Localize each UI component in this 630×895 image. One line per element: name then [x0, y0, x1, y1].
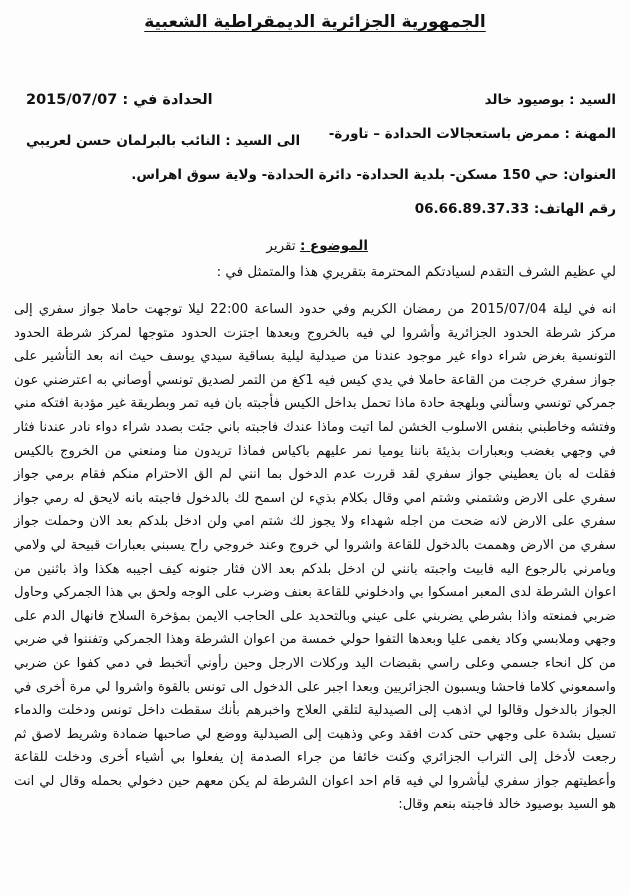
- sender-name: السيد : بوصيود خالد: [484, 92, 616, 108]
- sender-address: العنوان: حي 150 مسكن- بلدية الحدادة- دائرة الحدادة- ولاية سوق اهراس.: [131, 167, 616, 183]
- place-date: الحدادة في : 2015/07/07: [26, 92, 213, 108]
- sender-phone: رقم الهاتف: 06.66.89.37.33: [414, 201, 616, 217]
- subject-line: [266, 238, 368, 254]
- sender-profession: المهنة : ممرض باستعجالات الحدادة – تاورة-: [328, 126, 616, 142]
- subject-label: الموضوع :: [299, 238, 368, 254]
- subject-value: تقرير: [266, 238, 296, 254]
- recipient: الى السيد : النائب بالبرلمان حسن لعريبي: [26, 133, 301, 149]
- intro-paragraph: لي عظيم الشرف التقدم لسيادتكم المحترمة بتقريري هذا والمتمثل في :: [216, 264, 616, 280]
- document-title: الجمهورية الجزائرية الديمقراطية الشعبية: [144, 12, 486, 32]
- report-body: انه في ليلة 2015/07/04 من رمضان الكريم وفي حدود الساعة 22:00 ليلا توجهت حاملا جواز سفري إلى مركز شرطة الحدود الجزائرية وأشروا لي فيه بالخروج وبعدها اجتزت الحدود متوجها لمركز شرطة الحدود التونسية بغرض شراء دواء غير موجود عندنا من صيدلية ليلية بساقية سيدي يوسف حيث انه بعد التأشير على جواز سفري خرجت من القاعة حاملا في يدي كيس فيه 1كغ من التمر لصديق تونسي أوصاني به اعترضني عون جمركي تونسي وسألني وبلهجة حادة ماذا تحمل بداخل الكيس فأجبته بان فيه تمر وبطريقة غير مؤدبة افتكه مني وفتشه وخاطبني بنفس الاسلوب الخشن لما اتيت وماذا عندك فاجبته باني جئت بصدد شراء دواء نادر عندنا فثار في وجهي بغضب وبعبارات بذيئة باننا يوميا نمر عليهم باكياس فماذا تريدون منا ومنعني من الخروج بالكيس فقلت له بان يعطيني جواز سفري لقد قررت عدم الدخول بما انني لم الق الاحترام منكم فقام برمي جواز سفري على الارض وشتمني وشتم امي وقال بكلام بذيء لن اسمح لك بالدخول فاجبته بانه لايحق له رمي جواز سفري على الارض لانه ضحت من اجله شهداء ولا يجوز لك شتم امي ولن ادخل بلدكم بعد الان وحملت جواز سفري من الارض وهممت بالدخول للقاعة واشروا لي خروج وعند خروجي راح يسبني بعبارات قبيحة لي ولامي ويامرني بالرجوع اليه فابيت واجبته بانني لن ادخل بلدكم بعد الان فثار جنونه كيف اجيبه هكذا واذ باثنين من اعوان الشرطة لدى المعبر امسكوا بي وادخلوني للقاعة بعنف وضرب على الوجه ولحق بي هذا الجمركي وحاول ضربي فمنعته واذا بشرطي يضربني على عيني وبالتحديد على الحاجب الايمن بمؤخرة السلاح فانهال الدم على وجهي وملابسي وكاد يغمى عليا وبعدها التفوا حولي خمسة من اعوان الشرطة وهذا الجمركي وتفننوا في ضربي من كل انحاء جسمي وعلى راسي بقبضات اليد وركلات الارجل وحين رأوني أتخبط في دمي كفوا عن ضربي واسمعوني كلاما فاحشا ويسبون الجزائريين وبعدا اجبر على الدخول الى تونس بالقوة واشروا لي مرة أخرى في الجواز بالدخول وقالوا لي اذهب إلى الصيدلية لتلقي العلاج واخبرهم بأنك سقطت داخل تونس ودخلت والدماء تسيل بشدة على وجهي حتى كدت افقد وعي وذهبت إلى الصيدلية ووضع لي صاحبها ضمادة وشريط لاصق ثم رجعت لأدخل إلى التراب الجزائري وكنت خائفا من جراء الصدمة إن يفعلوا بي أشياء أخرى ودخلت للقاعة وأعطيتهم جواز سفري ليأشروا لي فيه قام احد اعوان الشرطة لم يكن معهم حين دخولي بحمله وقال لي انت هو السيد بوصيود خالد فاجبته بنعم وقال:: [14, 302, 616, 813]
